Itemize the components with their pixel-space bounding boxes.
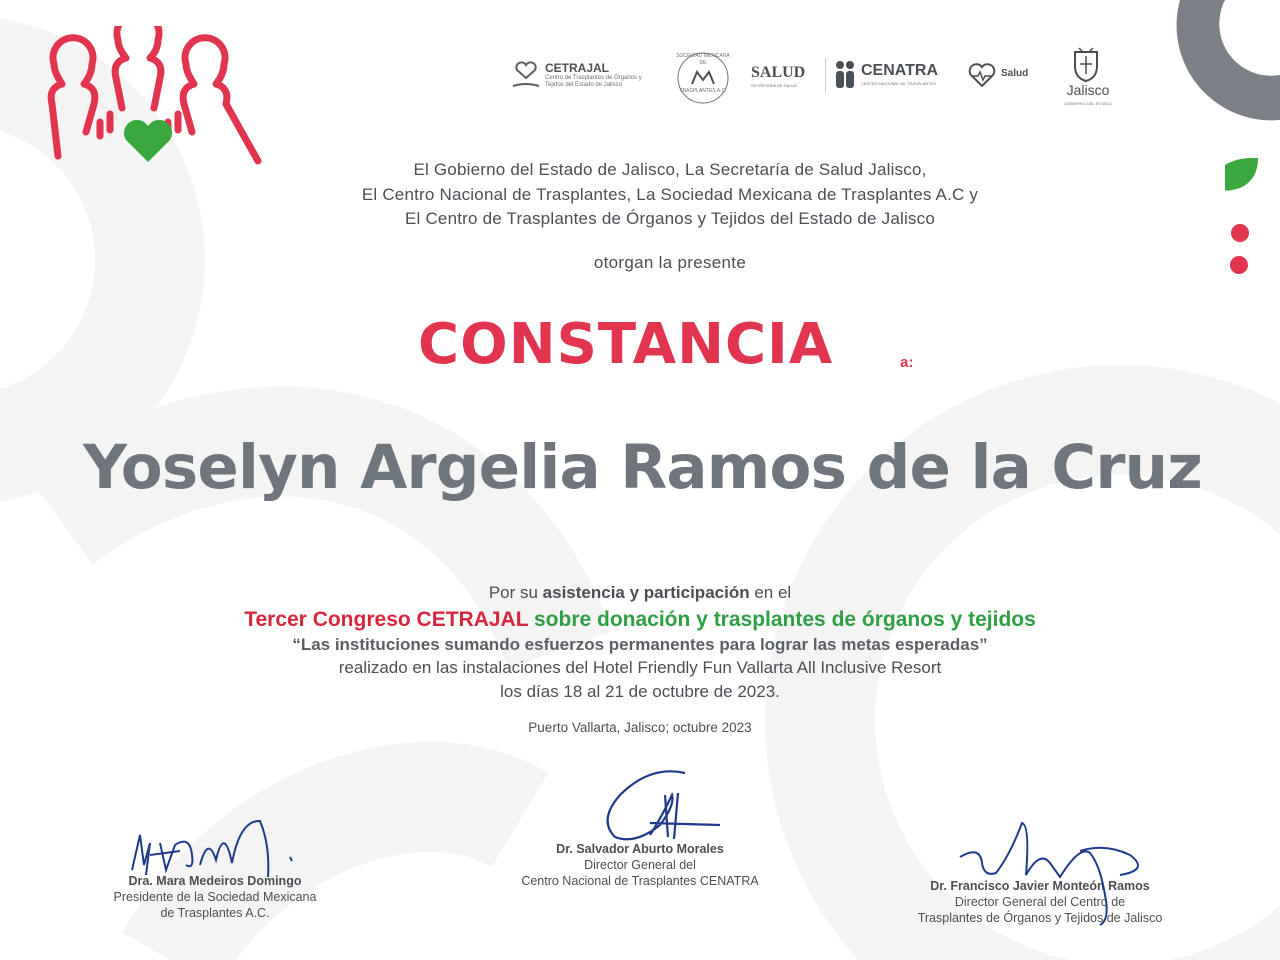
intro-line: El Centro de Trasplantes de Órganos y Tejidos del Estado de Jalisco <box>405 209 935 228</box>
dates-line: los días 18 al 21 de octubre de 2023. <box>500 682 780 701</box>
intro-text <box>0 158 1280 232</box>
sociedad-top-text: SOCIEDAD MEXICANA DE <box>676 53 730 66</box>
salud-subtitle: SECRETARÍA DE SALUD <box>751 83 798 88</box>
signer-role: Director General del <box>584 858 696 872</box>
jalisco-subtitle: GOBIERNO DEL ESTADO <box>1064 101 1112 106</box>
cenatra-logo <box>833 44 953 114</box>
donation-people-heart-logo <box>38 26 268 176</box>
body-line-1-pre: Por su <box>488 583 543 602</box>
cenatra-people-icon <box>833 60 857 90</box>
salud-heart-logo <box>967 44 1037 114</box>
signer-role: Presidente de la Sociedad Mexicana <box>113 890 317 904</box>
cenatra-subtitle: CENTRO NACIONAL DE TRASPLANTES <box>861 81 936 86</box>
heart-icon <box>124 120 172 162</box>
cetrajal-title: CETRAJAL <box>545 61 610 75</box>
signature-mark-1 <box>120 815 300 890</box>
jalisco-crest-icon <box>1071 46 1101 82</box>
intro-line: El Gobierno del Estado de Jalisco, La Secretaría de Salud Jalisco, <box>413 160 927 179</box>
jalisco-title: Jalisco <box>1066 82 1110 98</box>
signature-mark-3 <box>950 815 1180 930</box>
signer-role: Centro Nacional de Trasplantes CENATRA <box>521 874 759 888</box>
cetrajal-subtitle: Centro de Trasplantes de Órganos y Tejidos del Estado de Jalisco <box>545 75 642 88</box>
corner-arc-shape <box>1177 0 1280 120</box>
signer-role: de Trasplantes A.C. <box>160 906 270 920</box>
signer-role: Trasplantes de Órganos y Tejidos de Jalisco <box>917 911 1163 925</box>
congress-name-red: Tercer Congreso CETRAJAL <box>244 608 529 631</box>
heart-hand-icon <box>511 60 541 94</box>
salud-title: SALUD <box>751 64 806 81</box>
salud-heart-title: Salud <box>1001 68 1029 79</box>
signer-name: Dra. Mara Medeiros Domingo <box>128 874 302 888</box>
heart-pulse-icon <box>967 62 997 88</box>
signer-name: Dr. Salvador Aburto Morales <box>556 842 724 856</box>
signer-role: Director General del Centro de <box>954 895 1126 909</box>
cetrajal-logo <box>505 44 665 114</box>
intro-line: El Centro Nacional de Trasplantes, La Sociedad Mexicana de Trasplantes A.C y <box>361 184 979 204</box>
venue-line: realizado en las instalaciones del Hotel Friendly Fun Vallarta All Inclusive Resort <box>338 658 942 677</box>
granting-phrase: otorgan la presente <box>593 253 747 272</box>
signature-mark-2 <box>590 765 730 850</box>
title-suffix: a: <box>900 354 914 371</box>
body-line-1-post: en el <box>749 583 792 602</box>
jalisco-logo <box>1053 44 1123 114</box>
place-date: Puerto Vallarta, Jalisco; octubre 2023 <box>528 720 752 735</box>
recipient-name: Yoselyn Argelia Ramos de la Cruz <box>83 432 1202 503</box>
institution-logos <box>505 44 1125 114</box>
sociedad-mexicana-logo <box>673 44 733 114</box>
signer-name: Dr. Francisco Javier Monteón Ramos <box>930 879 1150 893</box>
body-line-1-bold: asistencia y participación <box>542 583 750 602</box>
body-line-1 <box>0 583 1280 603</box>
sociedad-bottom-text: TRASPLANTES A.C. <box>679 88 727 94</box>
congress-name-green: sobre donación y trasplantes de órganos y tejidos <box>528 608 1036 631</box>
salud-logo <box>751 44 821 114</box>
congress-slogan: “Las instituciones sumando esfuerzos permanentes para lograr las metas esperadas” <box>292 635 988 654</box>
document-title: CONSTANCIA <box>418 312 834 377</box>
logo-divider <box>825 58 826 92</box>
congress-name <box>0 608 1280 632</box>
cenatra-title: CENATRA <box>861 62 939 79</box>
